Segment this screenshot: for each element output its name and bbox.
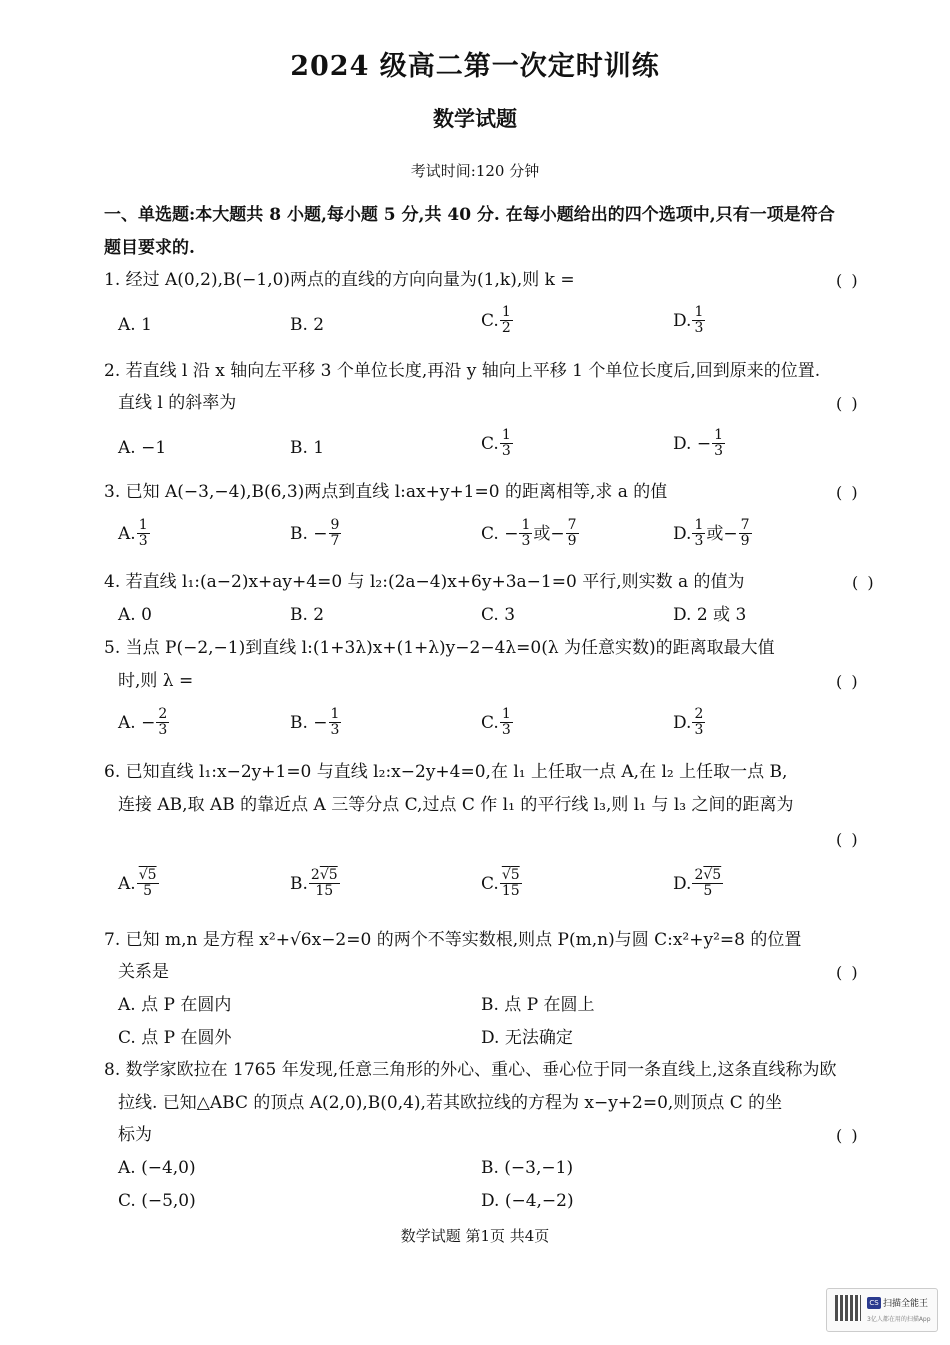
option-c: C. (−5,0) — [118, 1191, 196, 1211]
option-a: A. 0 — [118, 605, 152, 625]
question-8-stem-line2: 拉线. 已知△ABC 的顶点 A(2,0),B(0,4),若其欧拉线的方程为 x−y+2=0,则顶点 C 的坐 — [118, 1093, 783, 1113]
option-c: C. − $\frac{1}{3}$ 或− $\frac{7}{9}$ — [481, 517, 577, 549]
option-d: D. $\frac{1}{3}$ — [673, 304, 704, 336]
answer-paren: ( ) — [836, 271, 860, 290]
question-6-stem-line2: 连接 AB,取 AB 的靠近点 A 三等分点 C,过点 C 作 l₁ 的平行线 l₃,则 l₁ 与 l₃ 之间的距离为 — [118, 795, 794, 815]
scanner-watermark — [826, 1288, 938, 1332]
option-d: D. $\frac{2√ 5}{5}$ — [673, 868, 724, 899]
question-2-stem-line2: 直线 l 的斜率为 — [118, 393, 237, 413]
answer-paren: ( ) — [836, 672, 860, 691]
answer-paren: ( ) — [852, 573, 876, 592]
question-1-stem: 1. 经过 A(0,2),B(−1,0)两点的直线的方向向量为(1,k),则 k = — [104, 270, 575, 290]
option-c: C. 点 P 在圆外 — [118, 1028, 232, 1048]
answer-paren: ( ) — [836, 830, 860, 849]
option-b: B. (−3,−1) — [481, 1158, 574, 1178]
question-6-stem-line1: 6. 已知直线 l₁:x−2y+1=0 与直线 l₂:x−2y+4=0,在 l₁ 上任取一点 A,在 l₂ 上任取一点 B, — [104, 762, 788, 782]
option-d: D. (−4,−2) — [481, 1191, 574, 1211]
question-7-stem-line1: 7. 已知 m,n 是方程 x²+√6x−2=0 的两个不等实数根,则点 P(m,n)与圆 C:x²+y²=8 的位置 — [104, 930, 802, 950]
question-8-stem-line3: 标为 — [118, 1125, 152, 1145]
option-b: B. 2 — [290, 605, 325, 625]
scanner-app-name: 扫描全能王 — [883, 1299, 929, 1309]
section-instruction-line1: 一、单选题:本大题共 8 小题,每小题 5 分,共 40 分. 在每小题给出的四个选项中,只有一项是符合 — [104, 205, 835, 225]
option-a: A. 1 — [118, 315, 152, 335]
option-a: A. $\frac{1}{3}$ — [118, 517, 148, 549]
option-a: A. (−4,0) — [118, 1158, 196, 1178]
question-7-stem-line2: 关系是 — [118, 962, 169, 982]
camscanner-logo-icon: CS — [867, 1297, 881, 1309]
answer-paren: ( ) — [836, 963, 860, 982]
option-d: D. $\frac{1}{3}$ 或− $\frac{7}{9}$ — [673, 517, 750, 549]
qr-code-icon — [835, 1295, 861, 1321]
answer-paren: ( ) — [836, 1126, 860, 1145]
option-b: B. − $\frac{9}{7}$ — [290, 517, 340, 549]
option-c: C. $\frac{1}{3}$ — [481, 706, 511, 738]
question-8-stem-line1: 8. 数学家欧拉在 1765 年发现,任意三角形的外心、重心、垂心位于同一条直线上,这条直线称为欧 — [104, 1060, 837, 1080]
page-footer: 数学试题 第1页 共4页 — [400, 1227, 550, 1245]
exam-title: 2024 级高二第一次定时训练 — [290, 51, 660, 82]
option-c: C. $\frac{1}{3}$ — [481, 427, 511, 459]
option-a: A. √ $\frac{5}{5}$ — [118, 868, 160, 899]
answer-paren: ( ) — [836, 394, 860, 413]
question-4-stem: 4. 若直线 l₁:(a−2)x+ay+4=0 与 l₂:(2a−4)x+6y+3a−1=0 平行,则实数 a 的值为 — [104, 572, 745, 592]
option-c: C. 3 — [481, 605, 516, 625]
option-b: B. $\frac{2√ 5}{15}$ — [290, 868, 341, 899]
option-b: B. 2 — [290, 315, 325, 335]
option-c: C. $\frac{1}{2}$ — [481, 304, 511, 336]
option-d: D. 2 或 3 — [673, 605, 747, 625]
question-2-stem-line1: 2. 若直线 l 沿 x 轴向左平移 3 个单位长度,再沿 y 轴向上平移 1 个单位长度后,回到原来的位置. — [104, 361, 821, 381]
section-instruction-line2: 题目要求的. — [104, 238, 195, 258]
question-3-stem: 3. 已知 A(−3,−4),B(6,3)两点到直线 l:ax+y+1=0 的距离相等,求 a 的值 — [104, 482, 668, 502]
subject-title: 数学试题 — [433, 106, 517, 131]
option-a: A. −1 — [118, 438, 167, 458]
option-b: B. − $\frac{1}{3}$ — [290, 706, 340, 738]
option-d: D. $\frac{2}{3}$ — [673, 706, 704, 738]
option-c: C. √ $\frac{5}{15}$ — [481, 868, 523, 899]
scanner-tagline: 3亿人都在用的扫描App — [867, 1316, 931, 1323]
option-a: A. − $\frac{2}{3}$ — [118, 706, 168, 738]
option-d: D. 无法确定 — [481, 1028, 573, 1048]
question-5-stem-line2: 时,则 λ = — [118, 671, 194, 691]
exam-duration: 考试时间:120 分钟 — [410, 162, 540, 180]
option-b: B. 1 — [290, 438, 325, 458]
answer-paren: ( ) — [836, 483, 860, 502]
option-d: D. − $\frac{1}{3}$ — [673, 427, 723, 459]
question-5-stem-line1: 5. 当点 P(−2,−1)到直线 l:(1+3λ)x+(1+λ)y−2−4λ=0(λ 为任意实数)的距离取最大值 — [104, 638, 775, 658]
option-b: B. 点 P 在圆上 — [481, 995, 595, 1015]
option-a: A. 点 P 在圆内 — [118, 995, 232, 1015]
